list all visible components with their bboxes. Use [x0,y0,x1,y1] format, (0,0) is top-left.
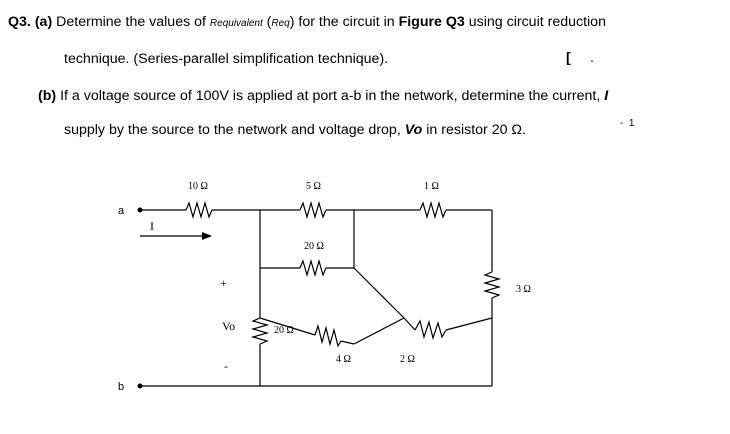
requivalent-term: Requivalent [209,18,263,29]
marks-dot: . [590,50,594,66]
current-symbol: I [604,88,609,104]
part-b-text-2: supply by the source to the network and voltage drop, [64,122,405,138]
vo-symbol: Vo [404,122,423,138]
req-term: Req [271,18,290,29]
paren-open: ( [262,14,272,30]
part-a-text-3: using circuit reduction [464,14,606,30]
r1-label: 1 Ω [424,181,439,192]
part-b-text-3: in resistor 20 Ω. [422,122,526,138]
part-a-marks: [ [566,50,571,66]
paren-close: ) [289,14,295,30]
port-b-label: b [118,381,125,393]
q3-part-a-line2: technique. (Series-parallel simplification technique). [64,51,389,67]
vo-label: Vo [222,319,236,333]
part-a-text-2: for the circuit in [294,14,399,30]
r4-label: 4 Ω [336,354,351,365]
vo-plus: + [220,276,227,290]
question-number: Q3. [8,14,31,30]
part-b-text-1: If a voltage source of 100V is applied at port a-b in the network, determine the current, [60,88,605,104]
r2-label: 2 Ω [400,354,415,365]
figure-ref: Figure Q3 [398,14,465,30]
port-a-label: a [118,205,125,217]
part-a-text-1: Determine the values of [56,14,210,30]
r20-mid-label: 20 Ω [304,241,324,252]
current-label: I [150,219,154,233]
part-a-label: (a) [34,14,53,30]
r5-label: 5 Ω [306,181,321,192]
stray-mark: - 1 [620,118,635,129]
r10-label: 10 Ω [188,181,208,192]
part-b-label: (b) [38,88,57,104]
r3-label: 3 Ω [516,284,531,295]
r20-left-label: 20 Ω [274,325,294,336]
vo-minus: - [224,359,228,373]
terminal-a [138,208,143,213]
terminal-b [138,384,143,389]
